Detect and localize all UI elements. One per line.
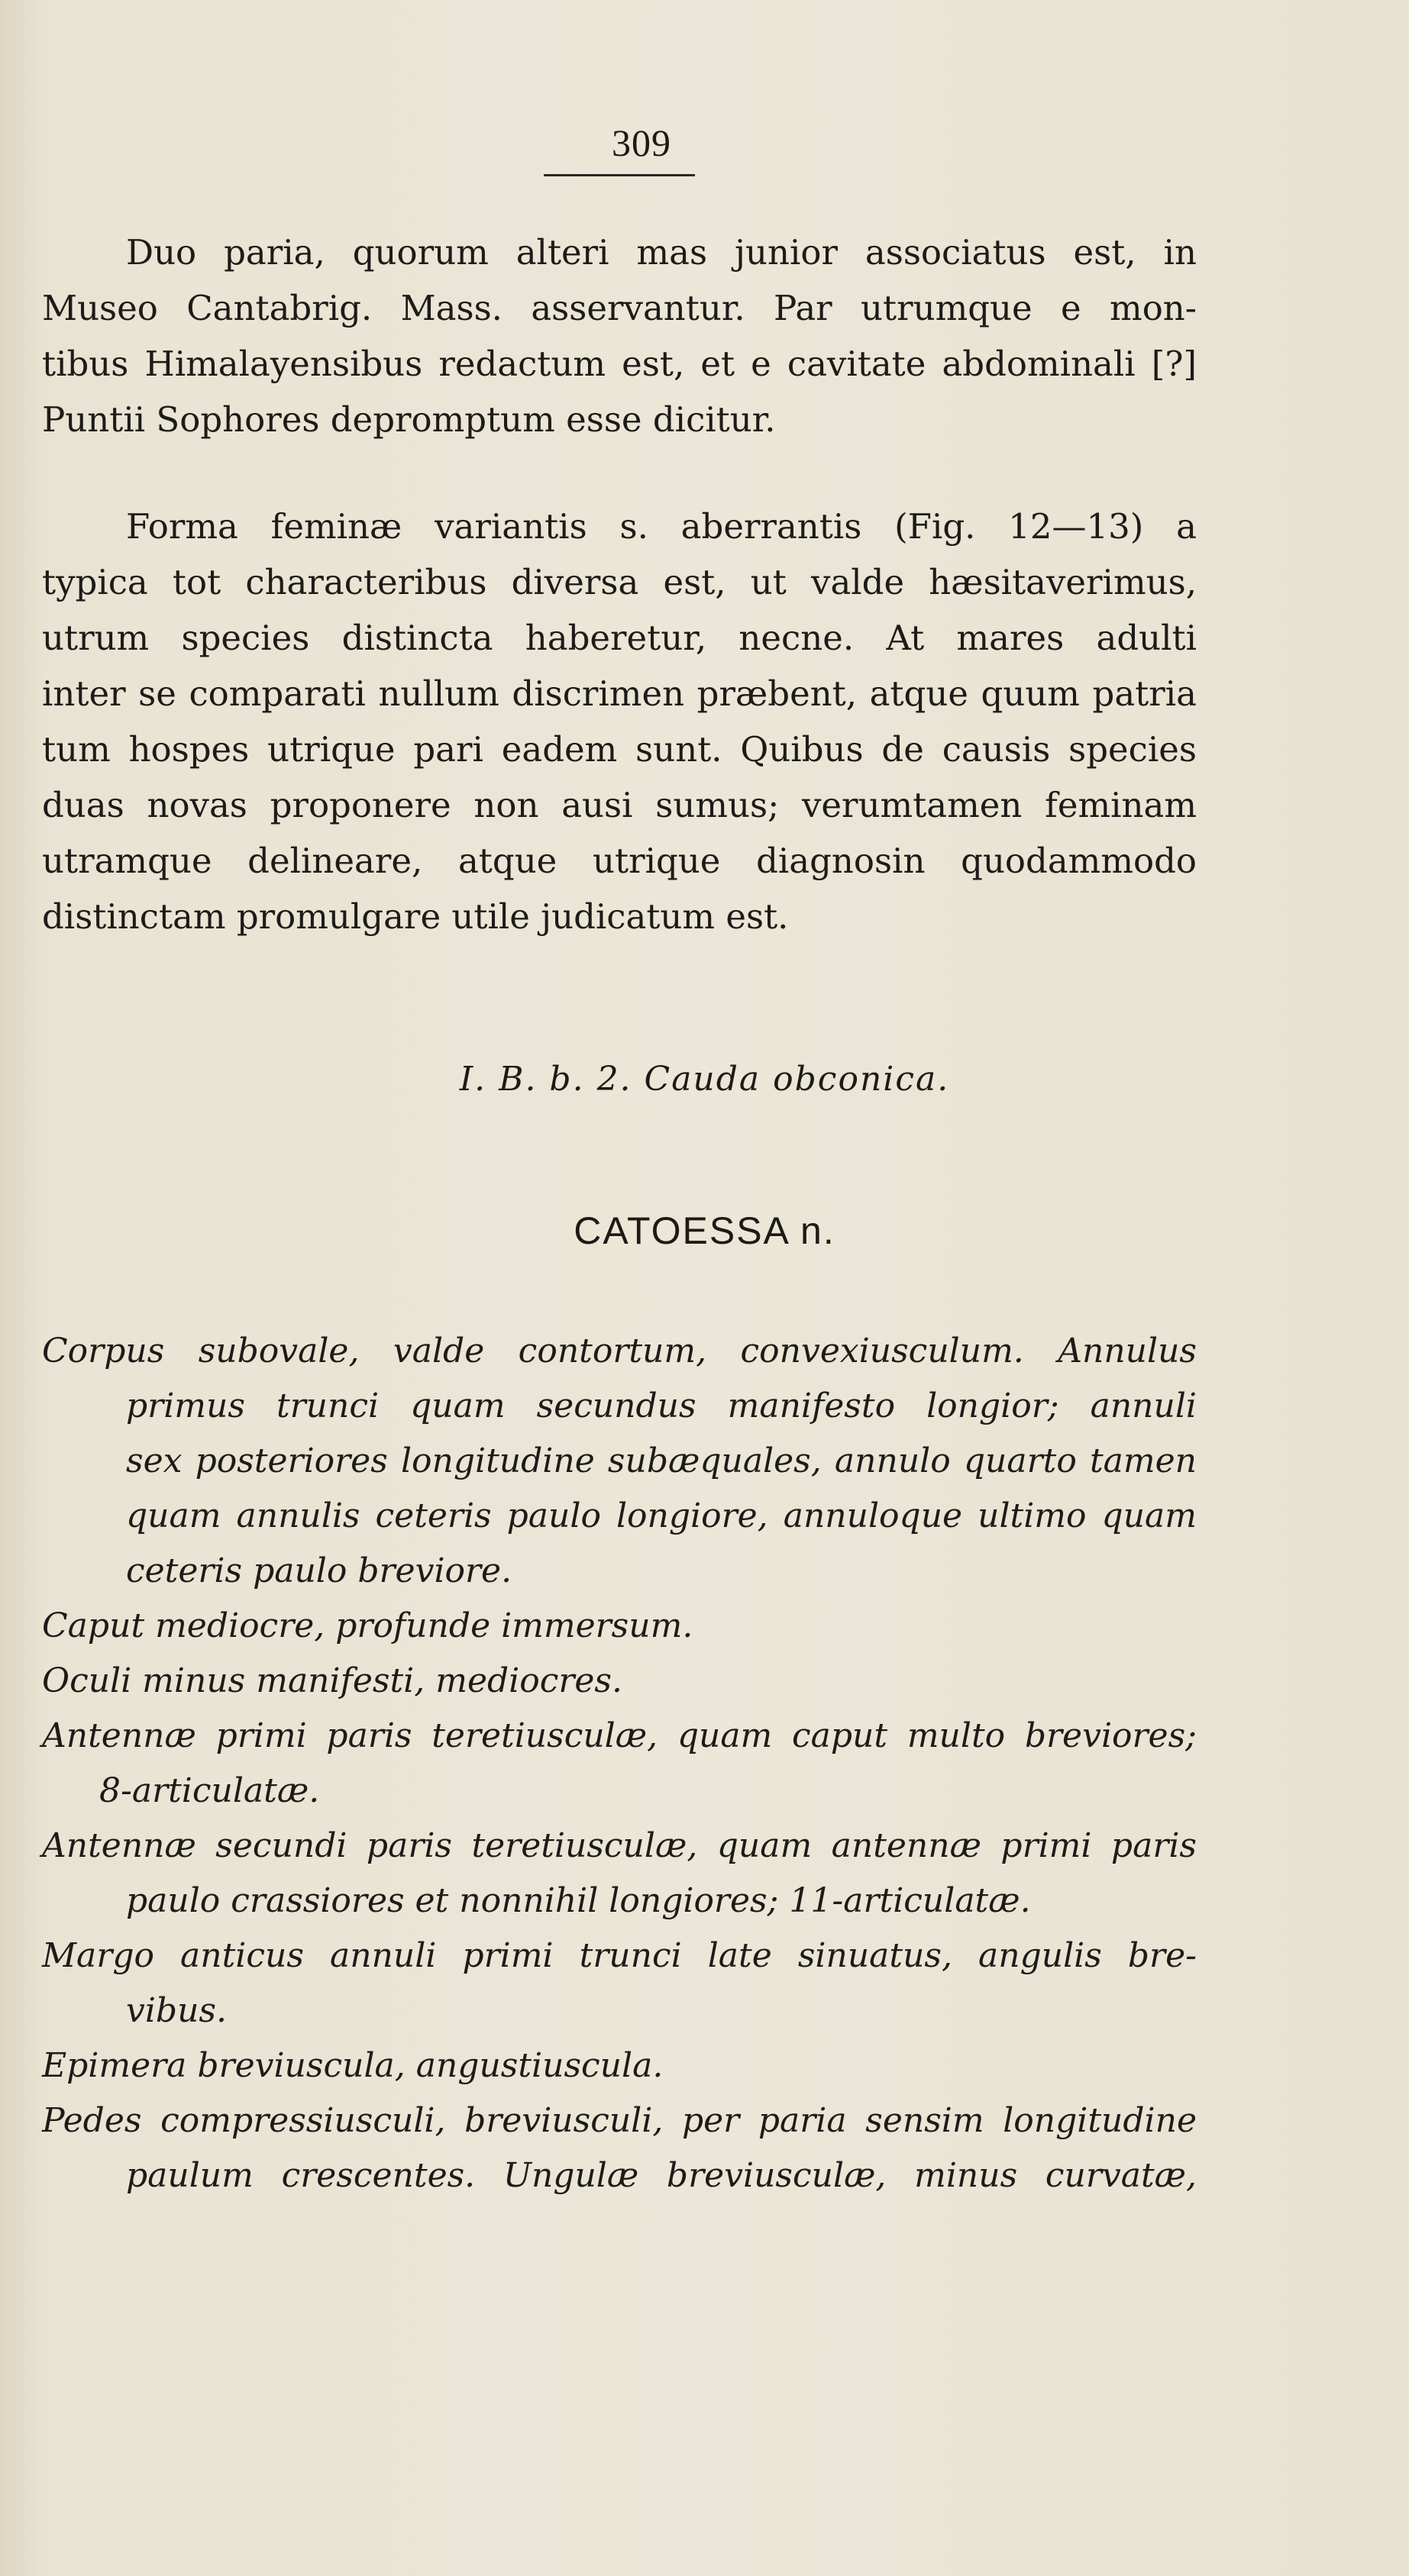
page-number: 309 (612, 121, 671, 164)
description-line: 8-articulatæ. (99, 1771, 320, 1810)
text-line: Puntii Sophores depromptum esse dicitur. (42, 399, 776, 440)
description-line: sex posteriores longitudine subæquales, annulo quarto tamen (126, 1441, 1197, 1480)
description-line: vibus. (126, 1991, 227, 2030)
description-line: Antennæ secundi paris teretiusculæ, quam antennæ primi paris (42, 1826, 1197, 1865)
description-line: primus trunci quam secundus manifesto longior; annuli (126, 1386, 1197, 1425)
description-line: paulo crassiores et nonnihil longiores; 11-articulatæ. (126, 1881, 1031, 1920)
text-line: duas novas proponere non ausi sumus; verumtamen feminam (42, 785, 1197, 825)
text-line: Forma feminæ variantis s. aberrantis (Fig. 12—13) a (126, 506, 1197, 547)
description-line: paulum crescentes. Ungulæ breviusculæ, minus curvatæ, (126, 2156, 1197, 2195)
description-line: Antennæ primi paris teretiusculæ, quam caput multo breviores; (42, 1716, 1197, 1755)
description-line: Pedes compressiusculi, breviusculi, per paria sensim longitudine (42, 2101, 1197, 2140)
description-line: Corpus subovale, valde contortum, convexiusculum. Annulus (42, 1332, 1197, 1370)
description-line: Oculi minus manifesti, mediocres. (42, 1661, 622, 1700)
text-line: utrum species distincta haberetur, necne. At mares adulti (42, 618, 1197, 658)
description-line: Margo anticus annuli primi trunci late sinuatus, angulis bre- (42, 1936, 1197, 1975)
text-line: typica tot characteribus diversa est, ut valde hæsitaverimus, (42, 562, 1197, 602)
text-line: Duo paria, quorum alteri mas junior associatus est, in (126, 232, 1197, 273)
text-line: Museo Cantabrig. Mass. asservantur. Par utrumque e mon- (42, 288, 1197, 328)
page-number-rule (544, 174, 695, 176)
text-line: utramque delineare, atque utrique diagnosin quodammodo (42, 841, 1197, 881)
text-line: tibus Himalayensibus redactum est, et e cavitate abdominali [?] (42, 344, 1197, 384)
genus-title: CATOESSA n. (574, 1209, 835, 1252)
description-line: Epimera breviuscula, angustiuscula. (42, 2046, 664, 2085)
section-heading: I. B. b. 2. Cauda obconica. (459, 1060, 950, 1099)
text-line: distinctam promulgare utile judicatum est. (42, 896, 789, 937)
description-line: ceteris paulo breviore. (126, 1551, 512, 1590)
text-line: tum hospes utrique pari eadem sunt. Quibus de causis species (42, 729, 1197, 770)
description-line: quam annulis ceteris paulo longiore, annuloque ultimo quam (126, 1496, 1197, 1535)
description-line: Caput mediocre, profunde immersum. (42, 1606, 693, 1645)
text-line: inter se comparati nullum discrimen præbent, atque quum patria (42, 673, 1197, 714)
